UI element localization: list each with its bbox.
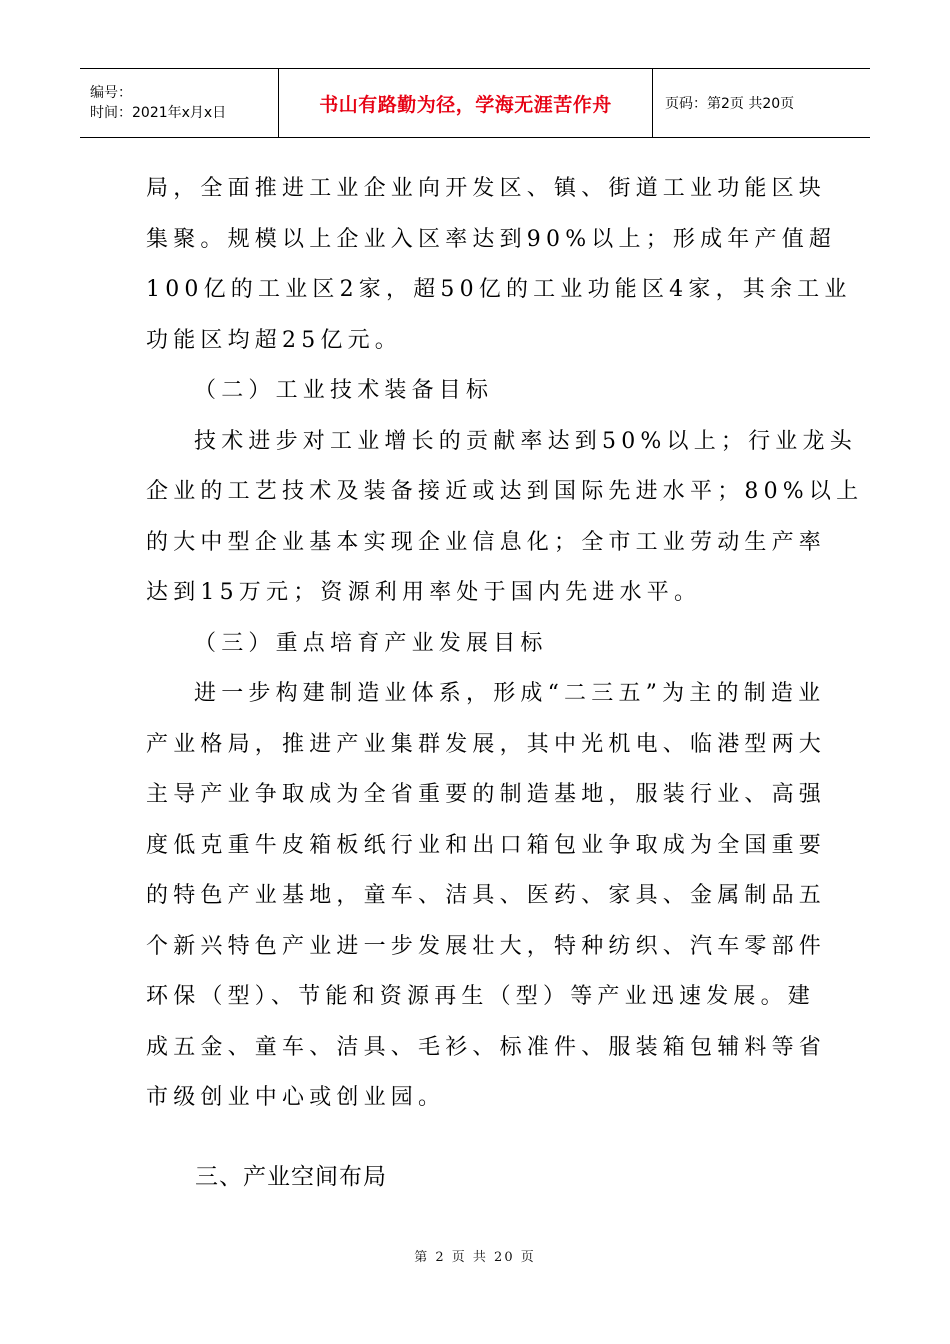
body-line: 产业格局，推进产业集群发展，其中光机电、临港型两大: [146, 731, 827, 757]
subheading-tech-equipment: （二）工业技术装备目标: [194, 378, 494, 403]
header-motto: 书山有路勤为径，学海无涯苦作舟: [279, 69, 653, 137]
body-line: 集聚。规模以上企业入区率达到90%以上；形成年产值超: [146, 226, 837, 252]
body-line: 主导产业争取成为全省重要的制造基地，服装行业、高强: [146, 782, 827, 807]
section-heading: 三、产业空间布局: [195, 1164, 387, 1190]
body-line: 成五金、童车、洁具、毛衫、标准件、服装箱包辅料等省: [146, 1034, 827, 1060]
body-line: 环保（型）、节能和资源再生（型）等产业迅速发展。建: [146, 984, 816, 1009]
header-meta: [80, 69, 279, 137]
body-line: 市级创业中心或创业园。: [146, 1085, 446, 1110]
document-body: [146, 164, 864, 1124]
body-line: 局，全面推进工业企业向开发区、镇、街道工业功能区块: [146, 176, 827, 201]
body-line: 达到15万元；资源利用率处于国内先进水平。: [146, 580, 702, 605]
body-line: 功能区均超25亿元。: [146, 327, 402, 353]
time-label: 时间：2021年x月x日: [90, 105, 227, 121]
body-line: 企业的工艺技术及装备接近或达到国际先进水平；80%以上: [146, 479, 864, 504]
body-line: 的特色产业基地，童车、洁具、医药、家具、金属制品五: [146, 883, 827, 908]
body-line: 度低克重牛皮箱板纸行业和出口箱包业争取成为全国重要: [146, 832, 827, 858]
body-line: 个新兴特色产业进一步发展壮大，特种纺织、汽车零部件: [146, 933, 827, 959]
body-line: 的大中型企业基本实现企业信息化；全市工业劳动生产率: [146, 529, 827, 555]
body-line: 100亿的工业区2家，超50亿的工业功能区4家，其余工业: [146, 277, 852, 302]
number-label: 编号：: [90, 85, 132, 101]
header-page-info: 页码：第2页 共20页: [665, 96, 795, 112]
body-line: 进一步构建制造业体系，形成“二三五”为主的制造业: [194, 681, 826, 706]
body-line: 技术进步对工业增长的贡献率达到50%以上；行业龙头: [194, 428, 857, 454]
page-header: [80, 68, 870, 138]
page-footer: 第 2 页 共 20 页: [414, 1250, 536, 1265]
subheading-key-industries: （三）重点培育产业发展目标: [194, 630, 548, 656]
